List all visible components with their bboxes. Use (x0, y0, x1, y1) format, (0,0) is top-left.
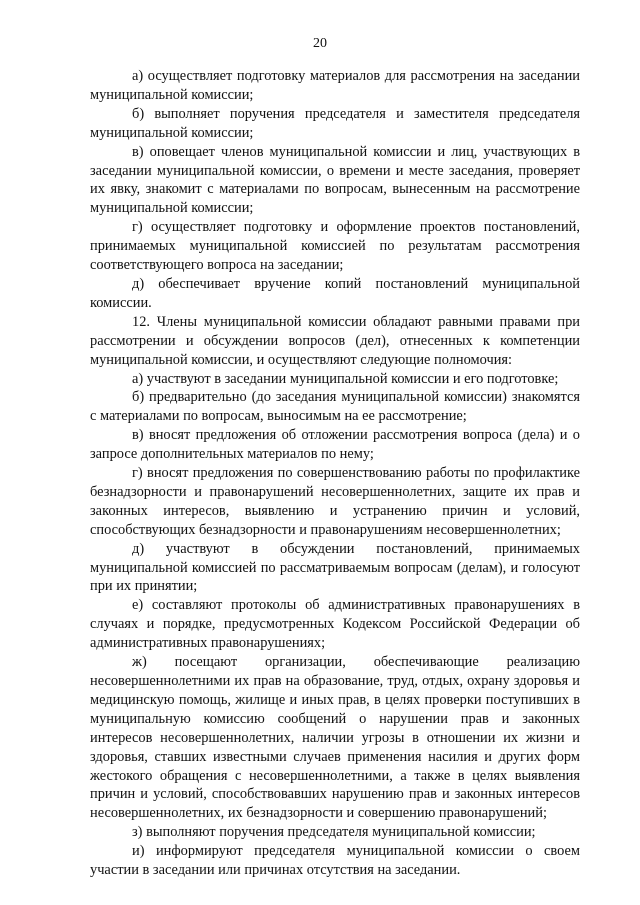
paragraph-members-v: в) вносят предложения об отложении рассмотрения вопроса (дела) и о запросе дополнительных материалов по нему; (90, 427, 580, 463)
paragraph-members-i: и) информируют председателя муниципальной комиссии о своем участии в заседании или причинах отсутствия на заседании. (90, 843, 580, 879)
paragraph-secretary-b: б) выполняет поручения председателя и заместителя председателя муниципальной комиссии; (90, 105, 580, 141)
paragraph-secretary-g: г) осуществляет подготовку и оформление проектов постановлений, принимаемых муниципальной комиссией по результатам рассмотрения соответствующего вопроса на заседании; (90, 219, 580, 274)
page-number: 20 (313, 36, 327, 51)
paragraph-members-g: г) вносят предложения по совершенствованию работы по профилактике безнадзорности и правонарушений несовершеннолетних, защите их прав и законных интересов, выявлению и устранению причин и условий, способствующих безнадзорности и правонарушениям несовершеннолетних; (90, 465, 580, 538)
paragraph-members-d: д) участвуют в обсуждении постановлений, принимаемых муниципальной комиссией по рассматриваемым вопросам (делам), и голосуют при их принятии; (90, 540, 580, 595)
paragraph-secretary-d: д) обеспечивает вручение копий постановлений муниципальной комиссии. (90, 275, 580, 311)
paragraph-members-a: а) участвуют в заседании муниципальной комиссии и его подготовке; (132, 370, 559, 387)
paragraph-secretary-v: в) оповещает членов муниципальной комиссии и лиц, участвующих в заседании муниципальной комиссии, о времени и месте заседания, проверяет их явку, знакомит с материалами по вопросам, вынесенным на рассмотрение муниципальной комиссии; (90, 143, 580, 217)
document-body (90, 67, 580, 880)
paragraph-members-z: з) выполняют поручения председателя муниципальной комиссии; (132, 824, 536, 841)
paragraph-members-b: б) предварительно (до заседания муниципальной комиссии) знакомятся с материалами по вопросам, выносимым на ее рассмотрение; (90, 389, 580, 425)
paragraph-members-e: е) составляют протоколы об административных правонарушениях в случаях и порядке, предусмотренных Кодексом Российской Федерации об административных правонарушениях; (90, 597, 580, 652)
paragraph-secretary-a: а) осуществляет подготовку материалов для рассмотрения на заседании муниципальной комиссии; (90, 68, 580, 103)
paragraph-section-12: 12. Члены муниципальной комиссии обладают равными правами при рассмотрении и обсуждении вопросов (дел), отнесенных к компетенции муниципальной комиссии, и осуществляют следующие полномочия: (90, 313, 580, 368)
paragraph-members-zh: ж) посещают организации, обеспечивающие реализацию несовершеннолетними их прав на образование, труд, отдых, охрану здоровья и медицинскую помощь, жилище и иных прав, в целях проверки поступивших в муниципальную комиссию сообщений о нарушении прав и законных интересов несовершеннолетних, наличии угрозы в отношении их жизни и здоровья, ставших известными случаев применения насилия и других форм жестокого обращения с несовершеннолетними, а также в целях выявления причин и условий, способствовавших нарушению прав и законных интересов несовершеннолетних, их безнадзорности и совершению правонарушений; (90, 654, 580, 822)
